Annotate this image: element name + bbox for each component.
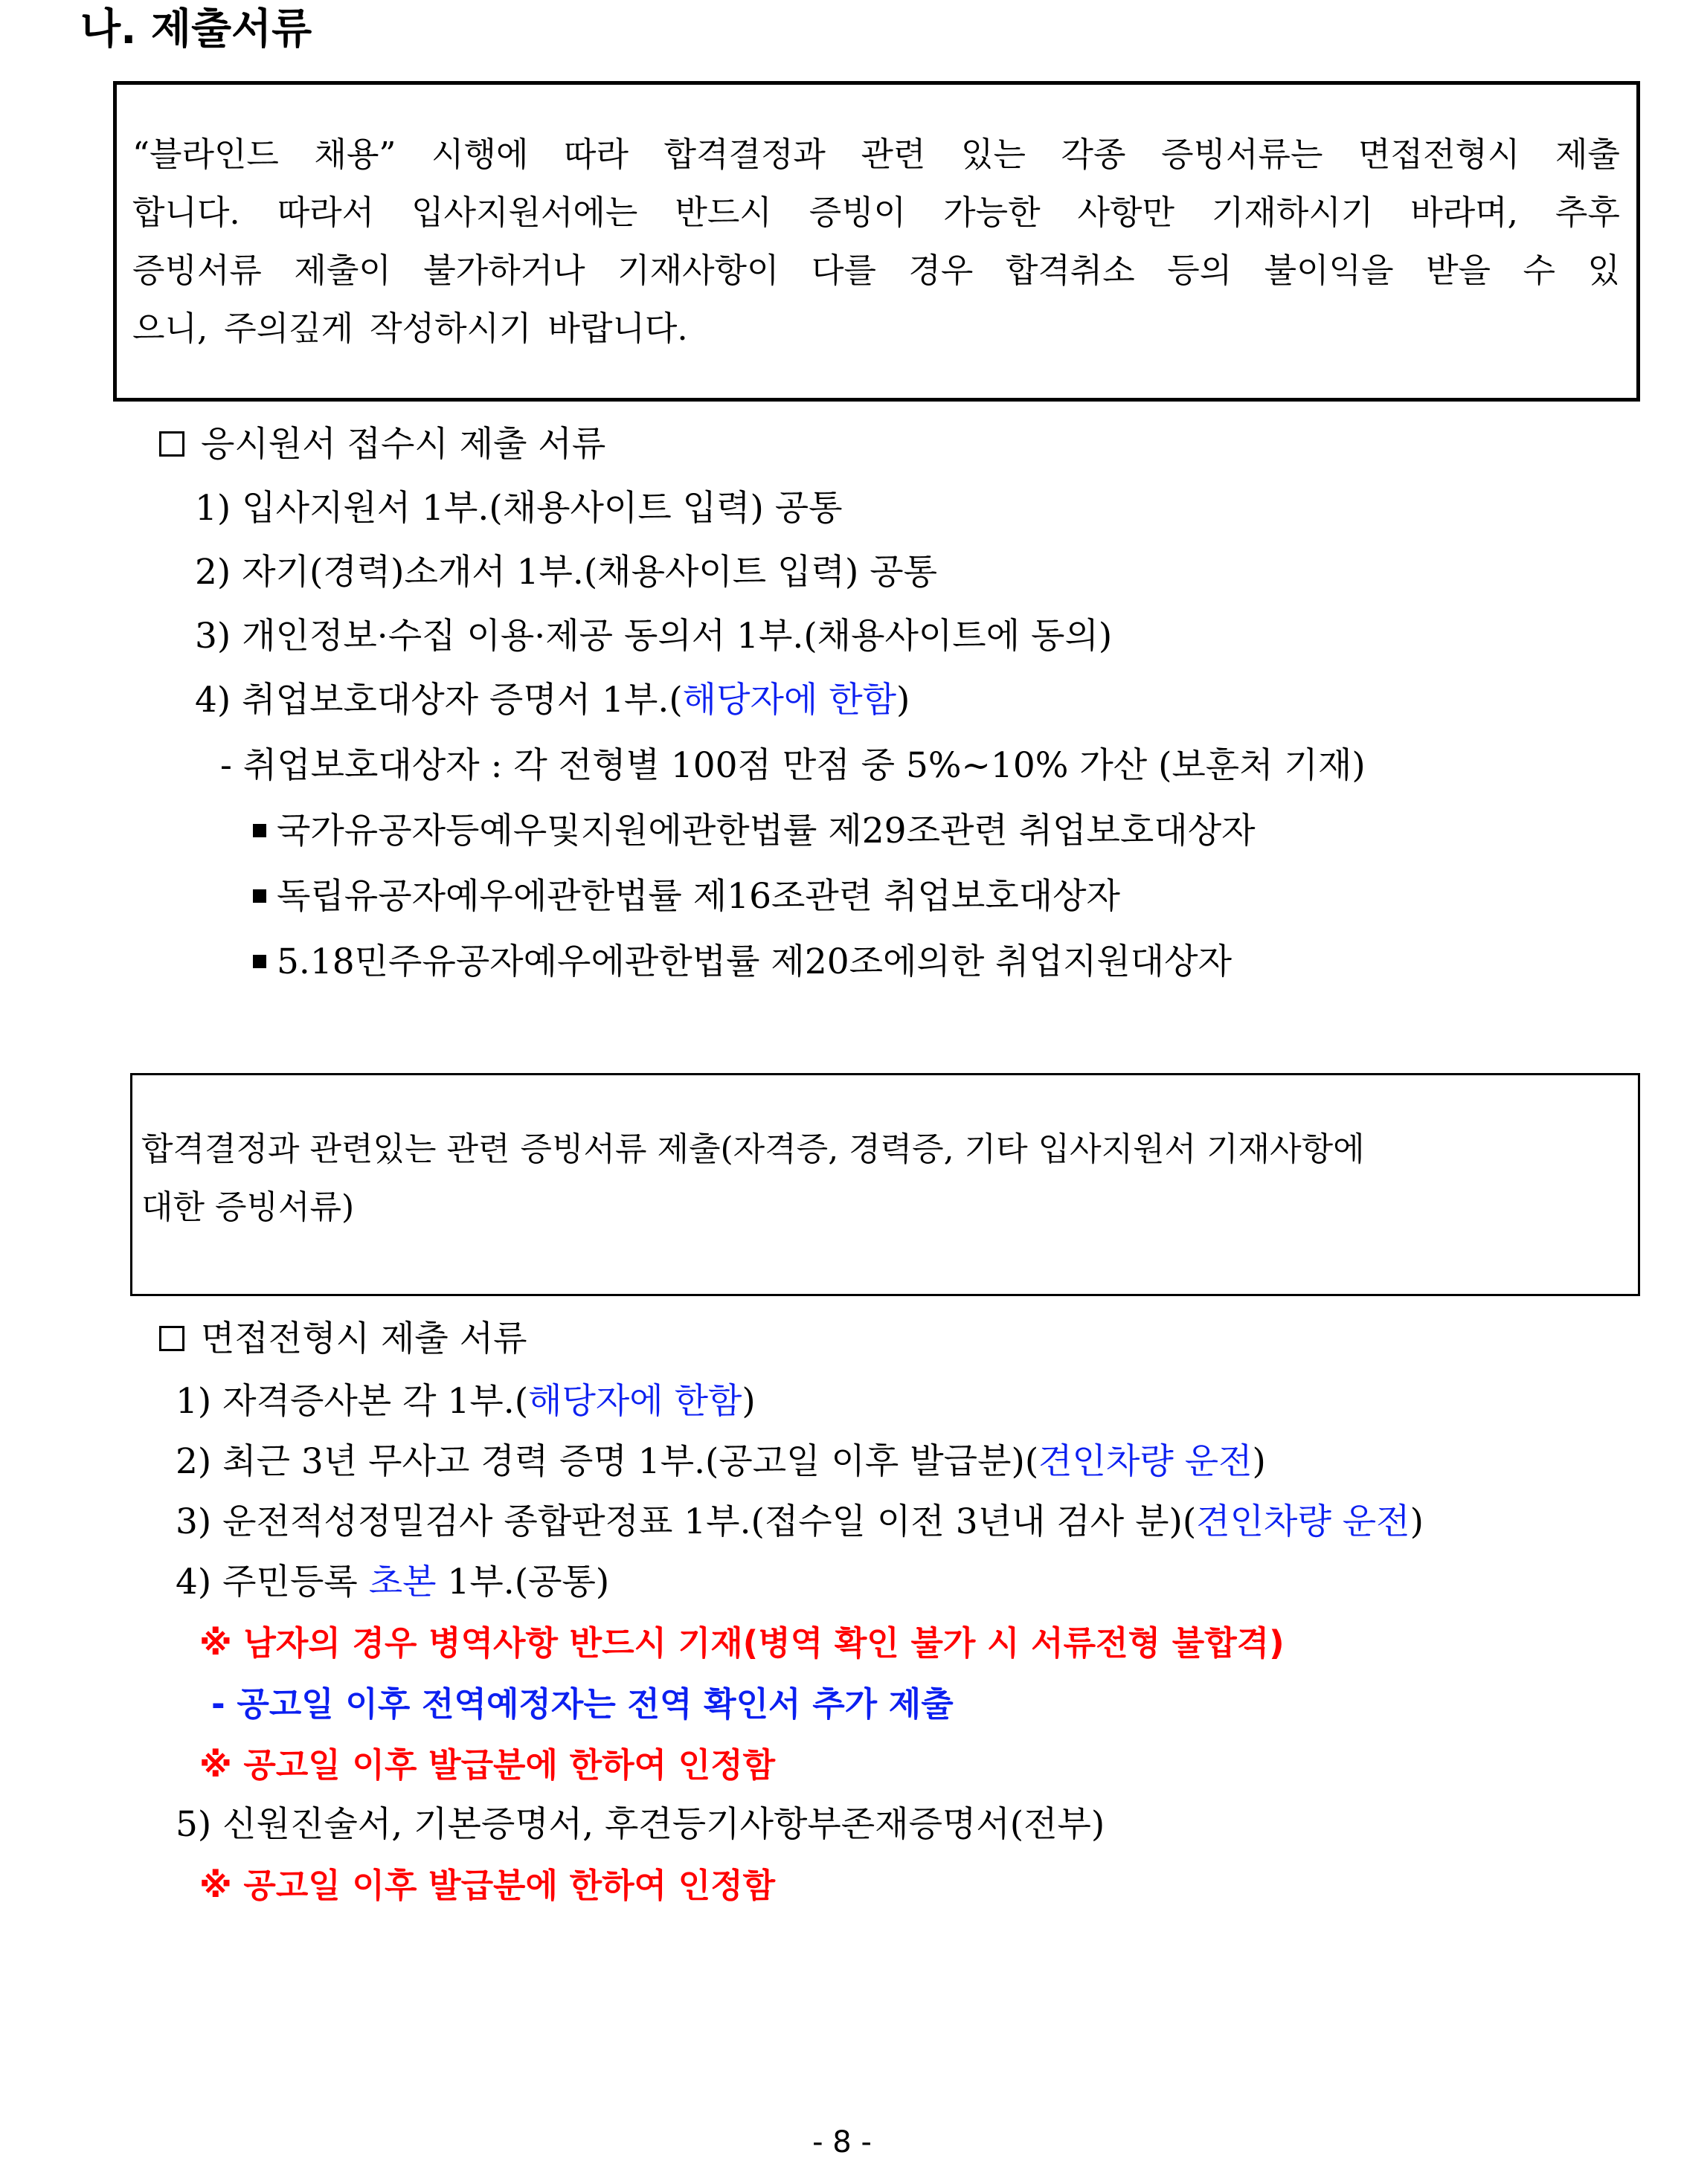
law-bullet-3-text: 5.18민주유공자예우에관한법률 제20조에의한 취업지원대상자	[277, 941, 1232, 982]
item4-highlight: 초본	[368, 1562, 437, 1602]
notice-word: 사항만	[1077, 193, 1174, 232]
interview-doc-item-4	[176, 1560, 609, 1605]
notice-word: 따라서	[277, 193, 375, 232]
item4-highlight: 해당자에 한함	[682, 680, 897, 721]
notice-word: 으니,	[132, 309, 208, 348]
interview-doc-item-5: 5) 신원진술서, 기본증명서, 후견등기사항부존재증명서(전부)	[176, 1804, 1105, 1845]
interview-docs-title-text: 면접전형시 제출 서류	[201, 1318, 527, 1359]
notice-word: 불이익을	[1264, 251, 1394, 290]
evidence-notice-line-1: 합격결정과 관련있는 관련 증빙서류 제출(자격증, 경력증, 기타 입사지원서 기재사항에	[141, 1130, 1365, 1168]
notice-word: 제출이	[294, 251, 391, 290]
square-bullet-icon	[253, 889, 266, 903]
notice-word: 합격취소	[1005, 251, 1135, 290]
square-bullet-icon	[253, 955, 266, 968]
military-service-note: ※ 남자의 경우 병역사항 반드시 기재(병역 확인 불가 시 서류전형 불합격)	[199, 1623, 1285, 1663]
item4-prefix: 4) 주민등록	[176, 1562, 369, 1602]
notice-word: 채용”	[314, 135, 396, 174]
notice-line-2	[132, 192, 1620, 233]
employment-protection-note: - 취업보호대상자 : 각 전형별 100점 만점 중 5%~10% 가산 (보훈처 기재)	[220, 745, 1366, 786]
notice-word: 수	[1523, 251, 1555, 290]
item3-prefix: 3) 운전적성정밀검사 종합판정표 1부.(접수일 이전 3년내 검사 분)(	[176, 1501, 1197, 1542]
item1-prefix: 1) 자격증사본 각 1부.(	[176, 1381, 529, 1422]
checkbox-icon	[159, 1326, 184, 1351]
issued-after-notice-note-1: ※ 공고일 이후 발급분에 한하여 인정함	[199, 1745, 776, 1785]
item2-prefix: 2) 최근 3년 무사고 경력 증명 1부.(공고일 이후 발급분)(	[176, 1441, 1039, 1482]
notice-word: 합니다.	[132, 193, 240, 232]
application-docs-title-text: 응시원서 접수시 제출 서류	[201, 424, 606, 465]
issued-after-notice-note-2: ※ 공고일 이후 발급분에 한하여 인정함	[199, 1866, 776, 1905]
notice-word: 있는	[961, 135, 1026, 174]
notice-word: 작성하시기	[370, 309, 532, 348]
law-bullet-1	[253, 809, 1256, 854]
notice-word: 바라며,	[1410, 193, 1518, 232]
law-bullet-2	[253, 874, 1120, 919]
notice-word: 제출	[1555, 135, 1620, 174]
interview-docs-title	[159, 1317, 527, 1362]
application-doc-item-1: 1) 입사지원서 1부.(채용사이트 입력) 공통	[195, 488, 843, 529]
item3-suffix: )	[1410, 1501, 1424, 1542]
notice-word: 주의깊게	[224, 309, 354, 348]
notice-word: 따라	[564, 135, 629, 174]
item3-highlight: 견인차량 운전	[1196, 1501, 1410, 1542]
notice-word: 증빙서류는	[1161, 135, 1323, 174]
evidence-notice-line-2: 대한 증빙서류)	[141, 1188, 355, 1226]
notice-word: 다를	[811, 251, 876, 290]
notice-word: 기재하시기	[1211, 193, 1374, 232]
law-bullet-3	[253, 940, 1232, 985]
law-bullet-2-text: 독립유공자예우에관한법률 제16조관련 취업보호대상자	[277, 876, 1120, 917]
evidence-docs-notice-box	[130, 1073, 1640, 1296]
notice-word: 불가하거나	[423, 251, 585, 290]
notice-word: 입사지원서에는	[411, 193, 638, 232]
item4-suffix: )	[896, 680, 910, 721]
notice-word: 경우	[908, 251, 974, 290]
notice-word: 바랍니다.	[547, 309, 688, 348]
item1-suffix: )	[742, 1381, 756, 1422]
notice-line-3	[132, 250, 1620, 291]
notice-word: 등의	[1167, 251, 1233, 290]
notice-word: 추후	[1555, 193, 1620, 232]
notice-word: 있	[1587, 251, 1620, 290]
notice-line-1	[132, 134, 1620, 175]
checkbox-icon	[159, 431, 184, 457]
notice-word: “블라인드	[132, 135, 279, 174]
application-doc-item-3: 3) 개인정보·수집 이용·제공 동의서 1부.(채용사이트에 동의)	[195, 616, 1113, 657]
discharge-note: - 공고일 이후 전역예정자는 전역 확인서 추가 제출	[211, 1684, 954, 1724]
application-docs-title	[159, 422, 605, 467]
notice-word: 증빙서류	[132, 251, 262, 290]
notice-word: 가능한	[943, 193, 1041, 232]
item4-suffix: 1부.(공통)	[436, 1562, 610, 1602]
interview-doc-item-2	[176, 1440, 1266, 1484]
law-bullet-1-text: 국가유공자등예우및지원에관한법률 제29조관련 취업보호대상자	[277, 811, 1256, 851]
page-number: - 8 -	[812, 2125, 872, 2159]
section-heading: 나. 제출서류	[80, 5, 312, 54]
notice-word: 기재사항이	[617, 251, 780, 290]
interview-doc-item-1	[176, 1379, 756, 1424]
notice-word: 합격결정과	[663, 135, 826, 174]
notice-word: 면접전형시	[1358, 135, 1520, 174]
application-doc-item-4	[195, 678, 910, 723]
item2-suffix: )	[1252, 1441, 1266, 1482]
notice-line-4	[132, 308, 1620, 349]
notice-word: 증빙이	[809, 193, 907, 232]
notice-word: 받을	[1426, 251, 1491, 290]
application-doc-item-2: 2) 자기(경력)소개서 1부.(채용사이트 입력) 공통	[195, 552, 938, 593]
item2-highlight: 견인차량 운전	[1038, 1441, 1253, 1482]
square-bullet-icon	[253, 824, 266, 837]
interview-doc-item-3	[176, 1500, 1424, 1544]
item1-highlight: 해당자에 한함	[528, 1381, 742, 1422]
notice-word: 시행에	[431, 135, 529, 174]
notice-word: 반드시	[675, 193, 772, 232]
blind-hiring-notice-box	[113, 81, 1640, 402]
item4-prefix: 4) 취업보호대상자 증명서 1부.(	[195, 680, 683, 721]
notice-word: 관련	[861, 135, 926, 174]
notice-word: 각종	[1061, 135, 1126, 174]
